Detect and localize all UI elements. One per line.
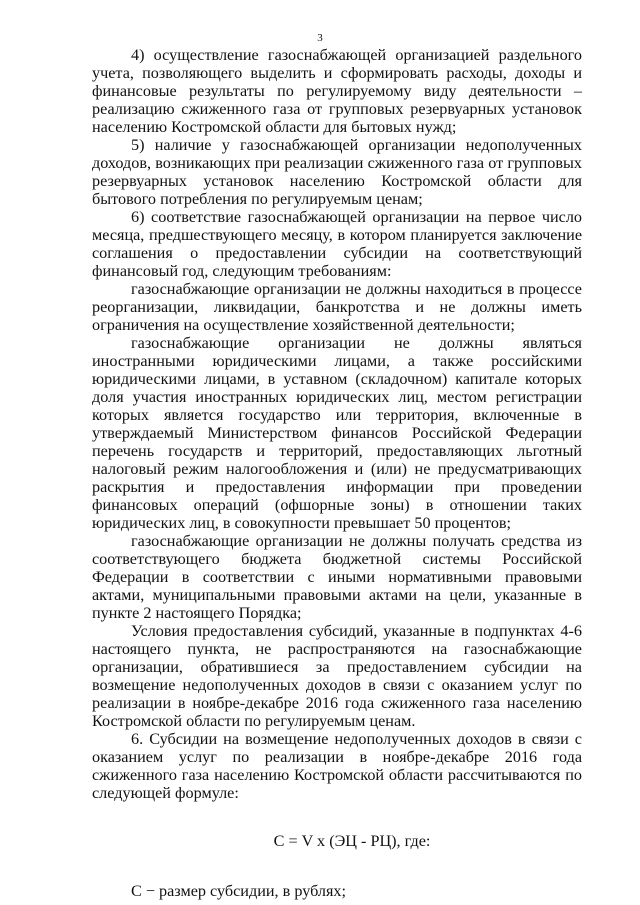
clause-6-paragraph: 6. Субсидии на возмещение недополученных доходов в связи с оказанием услуг по реализации в ноябре-декабре 2016 года сжиженного газа населению Костромской области рассчитываются по следующей формуле: (92, 730, 582, 802)
requirement-budget-funds: газоснабжающие организации не должны получать средства из соответствующего бюджета бюджетной системы Российской Федерации в соответствии с иными нормативными правовыми актами, муниципальными правовыми актами на цели, указанные в пункте 2 настоящего Порядка; (92, 532, 582, 622)
conditions-exception-paragraph: Условия предоставления субсидий, указанные в подпунктах 4-6 настоящего пункта, не распространяются на газоснабжающие организации, обратившиеся за предоставлением субсидии на возмещение недополученных доходов в связи с оказанием услуг по реализации в ноябре-декабре 2016 года сжиженного газа населению Костромской области по регулируемым ценам. (92, 622, 582, 730)
requirement-reorganization: газоснабжающие организации не должны находиться в процессе реорганизации, ликвидации, банкротства и не должны иметь ограничения на осуществление хозяйственной деятельности; (92, 280, 582, 334)
subsidy-formula: С = V x (ЭЦ - РЦ), где: (273, 832, 431, 850)
page-number: 3 (317, 32, 323, 44)
formula-definition-c: С − размер субсидии, в рублях; (131, 882, 347, 900)
paragraph-item-5: 5) наличие у газоснабжающей организации недополученных доходов, возникающих при реализации сжиженного газа от групповых резервуарных установок населению Костромской области для бытового потребления по регулируемым ценам; (92, 136, 582, 208)
document-body (92, 46, 582, 900)
requirement-foreign-entities: газоснабжающие организации не должны являться иностранными юридическими лицами, а также российскими юридическими лицами, в уставном (складочном) капитале которых доля участия иностранных юридических лиц, местом регистрации которых является государство или территория, включенные в утверждаемый Министерством финансов Российской Федерации перечень государств и территорий, предоставляющих льготный налоговый режим налогообложения и (или) не предусматривающих раскрытия и предоставления информации при проведении финансовых операций (офшорные зоны) в отношении таких юридических лиц, в совокупности превышает 50 процентов; (92, 334, 582, 532)
paragraph-item-6: 6) соответствие газоснабжающей организации на первое число месяца, предшествующего месяцу, в котором планируется заключение соглашения о предоставлении субсидии на соответствующий финансовый год, следующим требованиям: (92, 208, 582, 280)
paragraph-item-4: 4) осуществление газоснабжающей организацией раздельного учета, позволяющего выделить и сформировать расходы, доходы и финансовые результаты по регулируемому виду деятельности – реализацию сжиженного газа от групповых резервуарных установок населению Костромской области для бытовых нужд; (92, 46, 582, 136)
